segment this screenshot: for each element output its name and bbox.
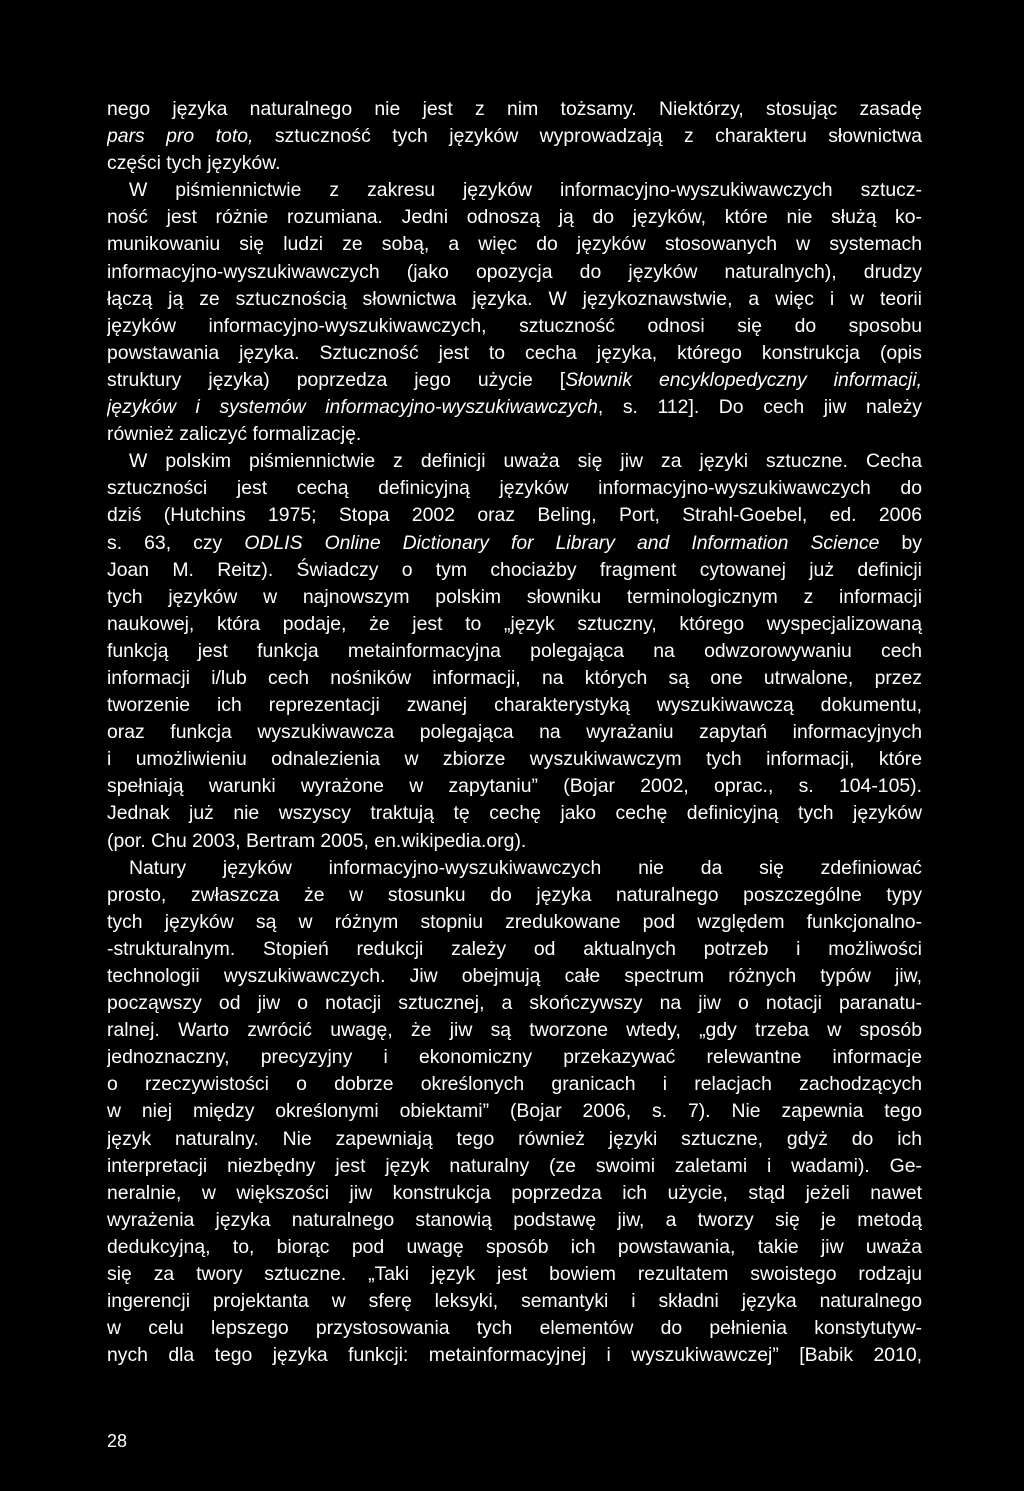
text-line: wyrażenia języka naturalnego stanowią podstawę jiw, a tworzy się je metodą (107, 1208, 922, 1231)
text-line: informacji i/lub cech nośników informacji, na których są one utrwalone, przez (107, 666, 922, 689)
italic-phrase: pars pro toto, (107, 125, 254, 148)
text-span: struktury języka) poprzedza jego użycie [ (107, 368, 566, 391)
text-line: łączą ją ze sztucznością słownictwa języka. W językoznawstwie, a więc i w teorii (107, 287, 922, 310)
italic-title: ODLIS Online Dictionary for Library and Information Science (244, 531, 880, 554)
text-line: interpretacji niezbędny jest język naturalny (ze swoimi zaletami i wadami). Ge- (107, 1154, 922, 1177)
text-line: prosto, zwłaszcza że w stosunku do języka naturalnego poszczególne typy (107, 883, 922, 906)
text-line: również zaliczyć formalizację. (107, 423, 362, 446)
text-line: oraz funkcja wyszukiwawcza polegająca na wyrażaniu zapytań informacyjnych (107, 721, 922, 744)
text-line: nych dla tego języka funkcji: metainformacyjnej i wyszukiwawczej” [Babik 2010, (107, 1344, 922, 1367)
text-span: by (879, 531, 922, 554)
text-line: Jednak już nie wszyscy traktują tę cechę jako cechę definicyjną tych języków (107, 802, 922, 825)
page-number: 28 (107, 1431, 128, 1451)
text-line: ingerencji projektanta w sferę leksyki, semantyki i składni języka naturalnego (107, 1290, 922, 1313)
body-text (107, 96, 922, 1369)
text-span: sztuczność tych języków wyprowadzają z charakteru słownictwa (253, 125, 922, 148)
text-line: język naturalny. Nie zapewniają tego również języki sztuczne, gdyż do ich (107, 1127, 922, 1150)
text-line: począwszy od jiw o notacji sztucznej, a skończywszy na jiw o notacji paranatu- (107, 992, 922, 1015)
text-line: jednoznaczny, precyzyjny i ekonomiczny przekazywać relewantne informacje (107, 1046, 922, 1069)
paragraph-start: W piśmiennictwie z zakresu języków informacyjno-wyszukiwawczych sztucz- (129, 179, 922, 202)
italic-title: języków i systemów informacyjno-wyszukiwawczych (107, 396, 598, 419)
text-line: w niej między określonymi obiektami” (Bojar 2006, s. 7). Nie zapewnia tego (107, 1100, 922, 1123)
text-line: neralnie, w większości jiw konstrukcja poprzedza ich użycie, stąd jeżeli nawet (107, 1181, 922, 1204)
text-line: ność jest różnie rozumiana. Jedni odnoszą ją do języków, które nie służą ko- (107, 206, 922, 229)
text-line: technologii wyszukiwawczych. Jiw obejmują całe spectrum różnych typów jiw, (107, 965, 922, 987)
text-line: części tych języków. (107, 152, 281, 175)
text-line: dedukcyjną, to, biorąc pod uwagę sposób ich powstawania, takie jiw uważa (107, 1235, 922, 1258)
text-line: dziś (Hutchins 1975; Stopa 2002 oraz Beling, Port, Strahl-Goebel, ed. 2006 (107, 504, 922, 527)
text-line: (por. Chu 2003, Bertram 2005, en.wikipedia.org). (107, 829, 527, 852)
text-line: -strukturalnym. Stopień redukcji zależy od aktualnych potrzeb i możliwości (107, 937, 922, 960)
text-line (107, 367, 922, 394)
text-span: s. 63, czy (107, 531, 245, 554)
text-line: się za twory sztuczne. „Taki język jest bowiem rezultatem swoistego rodzaju (107, 1263, 922, 1286)
text-line: munikowaniu się ludzi ze sobą, a więc do języków stosowanych w systemach (107, 233, 922, 256)
text-line: sztuczności jest cechą definicyjną języków informacyjno-wyszukiwawczych do (107, 477, 922, 500)
text-line: nego języka naturalnego nie jest z nim tożsamy. Niektórzy, stosując zasadę (107, 98, 922, 120)
paragraph-start: W polskim piśmiennictwie z definicji uważa się jiw za języki sztuczne. Cecha (129, 450, 922, 473)
italic-title: Słownik encyklopedyczny informacji, (565, 368, 922, 391)
text-line (107, 394, 922, 421)
text-line: funkcją jest funkcja metainformacyjna polegająca na odwzorowywaniu cech (107, 639, 922, 662)
text-span: , s. 112]. Do cech jiw należy (597, 396, 922, 419)
paragraph-start: Natury języków informacyjno-wyszukiwawczych nie da się zdefiniować (129, 856, 922, 879)
text-line: w celu lepszego przystosowania tych elementów do pełnienia konstytutyw- (107, 1317, 922, 1340)
text-line (107, 123, 922, 150)
text-line: tych języków w najnowszym polskim słowniku terminologicznym z informacji (107, 585, 922, 608)
text-line: spełniają warunki wyrażone w zapytaniu” (Bojar 2002, oprac., s. 104-105). (107, 775, 922, 798)
text-line: naukowej, która podaje, że jest to „język sztuczny, którego wyspecjalizowaną (107, 612, 922, 635)
text-line: tych języków są w różnym stopniu zredukowane pod względem funkcjonalno- (107, 910, 922, 933)
text-line (107, 530, 922, 557)
text-line: Joan M. Reitz). Świadczy o tym chociażby fragment cytowanej już definicji (107, 558, 922, 581)
text-line: powstawania języka. Sztuczność jest to cecha języka, którego konstrukcja (opis (107, 341, 922, 364)
text-line: o rzeczywistości o dobrze określonych granicach i relacjach zachodzących (107, 1073, 922, 1096)
text-line: informacyjno-wyszukiwawczych (jako opozycja do języków naturalnych), drudzy (107, 260, 922, 283)
text-line: ralnej. Warto zwrócić uwagę, że jiw są tworzone wtedy, „gdy trzeba w sposób (107, 1019, 922, 1042)
text-line: języków informacyjno-wyszukiwawczych, sztuczność odnosi się do sposobu (107, 314, 922, 337)
text-line: tworzenie ich reprezentacji zwanej charakterystyką wyszukiwawczą dokumentu, (107, 694, 922, 717)
text-line: i umożliwieniu odnalezienia w zbiorze wyszukiwawczym tych informacji, które (107, 748, 922, 771)
